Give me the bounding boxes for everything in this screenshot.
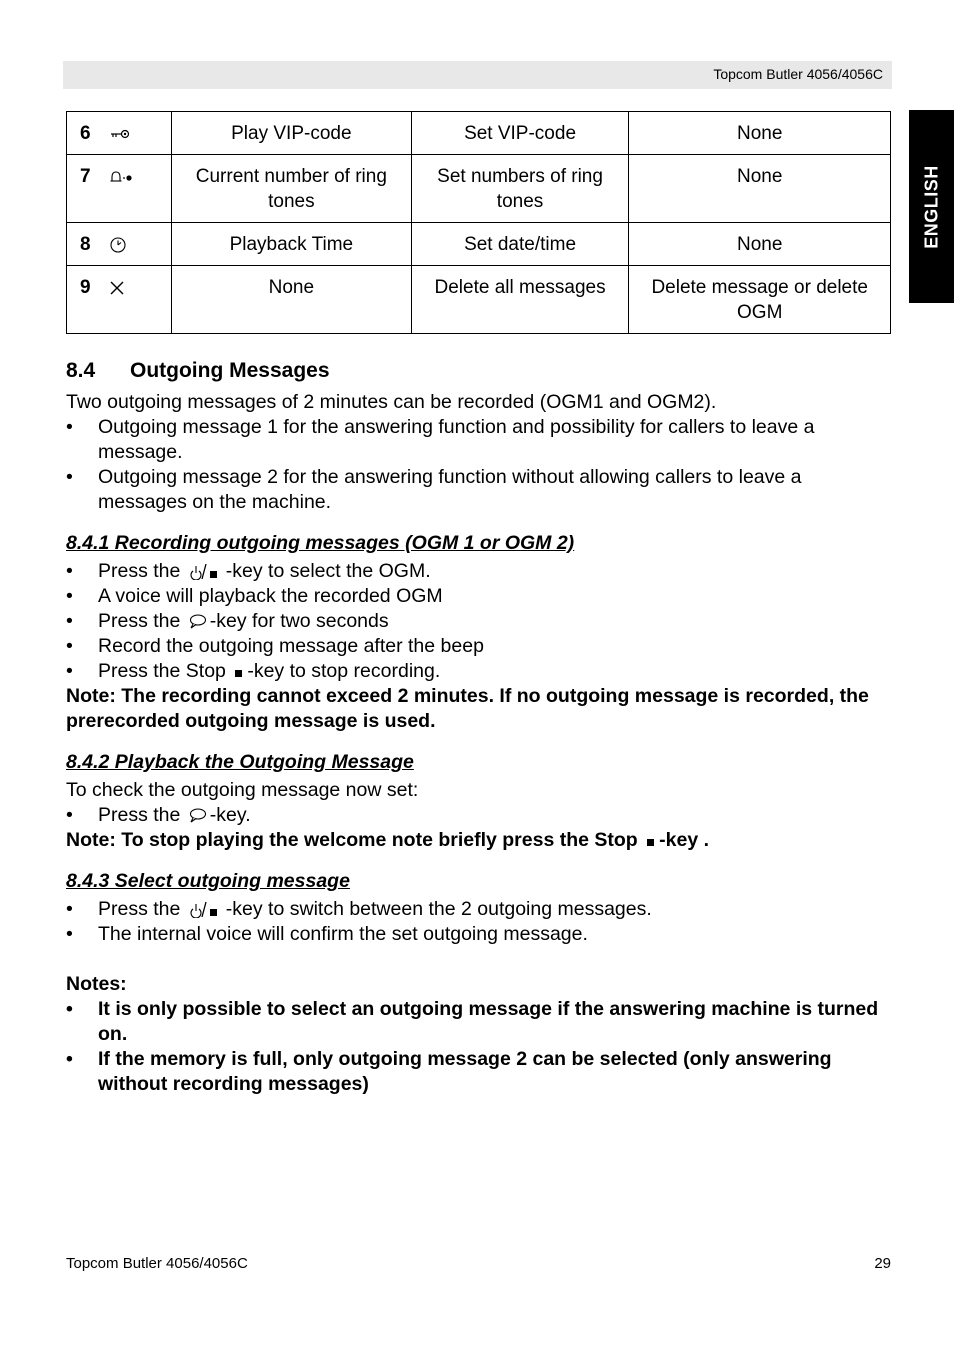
vip-key-icon: [109, 128, 131, 140]
text-fragment: -key .: [659, 829, 710, 851]
table-cell: Play VIP-code: [172, 112, 412, 155]
play-stop-key-icon: [188, 900, 224, 918]
list-item: [66, 609, 891, 634]
subsection-title: 8.4.1 Recording outgoing messages (OGM 1 or OGM 2): [66, 532, 575, 554]
section-bullets: [66, 415, 891, 515]
list-item: [66, 659, 891, 684]
key-cell: [67, 266, 172, 334]
list-item: [66, 559, 891, 584]
text-fragment: Press the: [98, 560, 186, 582]
text-fragment: Press the: [98, 804, 186, 826]
page-number: 29: [874, 1255, 891, 1272]
playback-intro: To check the outgoing message now set:: [66, 779, 419, 801]
list-item: • A voice will playback the recorded OGM: [66, 584, 891, 609]
list-item: [66, 803, 891, 828]
notes-heading: Notes:: [66, 973, 127, 995]
main-content: [66, 356, 891, 1097]
key-cell: [67, 112, 172, 155]
table-row: [67, 223, 891, 266]
subsection-title: 8.4.3 Select outgoing message: [66, 870, 350, 892]
language-tab-label: ENGLISH: [921, 164, 941, 249]
text-fragment: -key to stop recording.: [247, 660, 441, 682]
table-cell: None: [629, 223, 891, 266]
text-fragment: -key for two seconds: [209, 610, 389, 632]
table-row: [67, 266, 891, 334]
list-item: • Outgoing message 2 for the answering function without allowing callers to leave a messages on the machine.: [66, 465, 891, 515]
text-fragment: Press the: [98, 898, 186, 920]
list-item: • Outgoing message 1 for the answering function and possibility for callers to leave a message.: [66, 415, 891, 465]
subsection-title: 8.4.2 Playback the Outgoing Message: [66, 751, 414, 773]
ring-tones-icon: [109, 170, 133, 184]
notes-list: [66, 997, 891, 1097]
table-cell: Current number of ring tones: [172, 155, 412, 223]
text-fragment: -key.: [209, 804, 251, 826]
key-number: 8: [80, 234, 91, 255]
recording-steps: [66, 559, 891, 684]
delete-x-icon: [109, 280, 125, 296]
list-item: • The internal voice will confirm the set outgoing message.: [66, 922, 891, 947]
speech-bubble-key-icon: [188, 612, 208, 630]
select-steps: [66, 897, 891, 947]
key-number: 9: [80, 277, 91, 298]
section-number: 8.4: [66, 359, 96, 382]
list-item: • Record the outgoing message after the beep: [66, 634, 891, 659]
stop-key-icon: [233, 662, 245, 680]
header-title: Topcom Butler 4056/4056C: [713, 66, 883, 82]
key-number: 7: [80, 166, 91, 187]
table-row: [67, 112, 891, 155]
list-item: • It is only possible to select an outgoing message if the answering machine is turned on.: [66, 997, 891, 1047]
playback-steps: [66, 803, 891, 828]
header-bar: [63, 61, 892, 89]
key-function-table: [66, 111, 891, 334]
clock-icon: [109, 236, 127, 254]
text-fragment: Note: To stop playing the welcome note briefly press the Stop: [66, 829, 644, 851]
text-fragment: Press the Stop: [98, 660, 232, 682]
table-cell: None: [629, 112, 891, 155]
section-intro: Two outgoing messages of 2 minutes can be recorded (OGM1 and OGM2).: [66, 391, 717, 413]
key-number: 6: [80, 123, 91, 144]
text-fragment: -key to switch between the 2 outgoing messages.: [225, 898, 652, 920]
speech-bubble-key-icon: [188, 806, 208, 824]
table-cell: Delete all messages: [411, 266, 629, 334]
recording-note: Note: The recording cannot exceed 2 minutes. If no outgoing message is recorded, the prerecorded outgoing message is used.: [66, 685, 869, 732]
table-cell: Delete message or delete OGM: [629, 266, 891, 334]
table-cell: None: [172, 266, 412, 334]
text-fragment: -key to select the OGM.: [225, 560, 431, 582]
key-cell: [67, 155, 172, 223]
key-cell: [67, 223, 172, 266]
table-cell: Set date/time: [411, 223, 629, 266]
table-cell: None: [629, 155, 891, 223]
play-stop-key-icon: [188, 562, 224, 580]
table-cell: Playback Time: [172, 223, 412, 266]
language-tab: [909, 110, 954, 303]
table-cell: Set VIP-code: [411, 112, 629, 155]
table-cell: Set numbers of ring tones: [411, 155, 629, 223]
table-row: [67, 155, 891, 223]
playback-note: [66, 828, 891, 853]
stop-key-icon: [645, 831, 657, 849]
list-item: • If the memory is full, only outgoing message 2 can be selected (only answering without recording messages): [66, 1047, 891, 1097]
section-heading: [66, 356, 891, 386]
footer-title: Topcom Butler 4056/4056C: [66, 1255, 248, 1272]
section-title: Outgoing Messages: [130, 359, 330, 382]
text-fragment: Press the: [98, 610, 186, 632]
list-item: [66, 897, 891, 922]
